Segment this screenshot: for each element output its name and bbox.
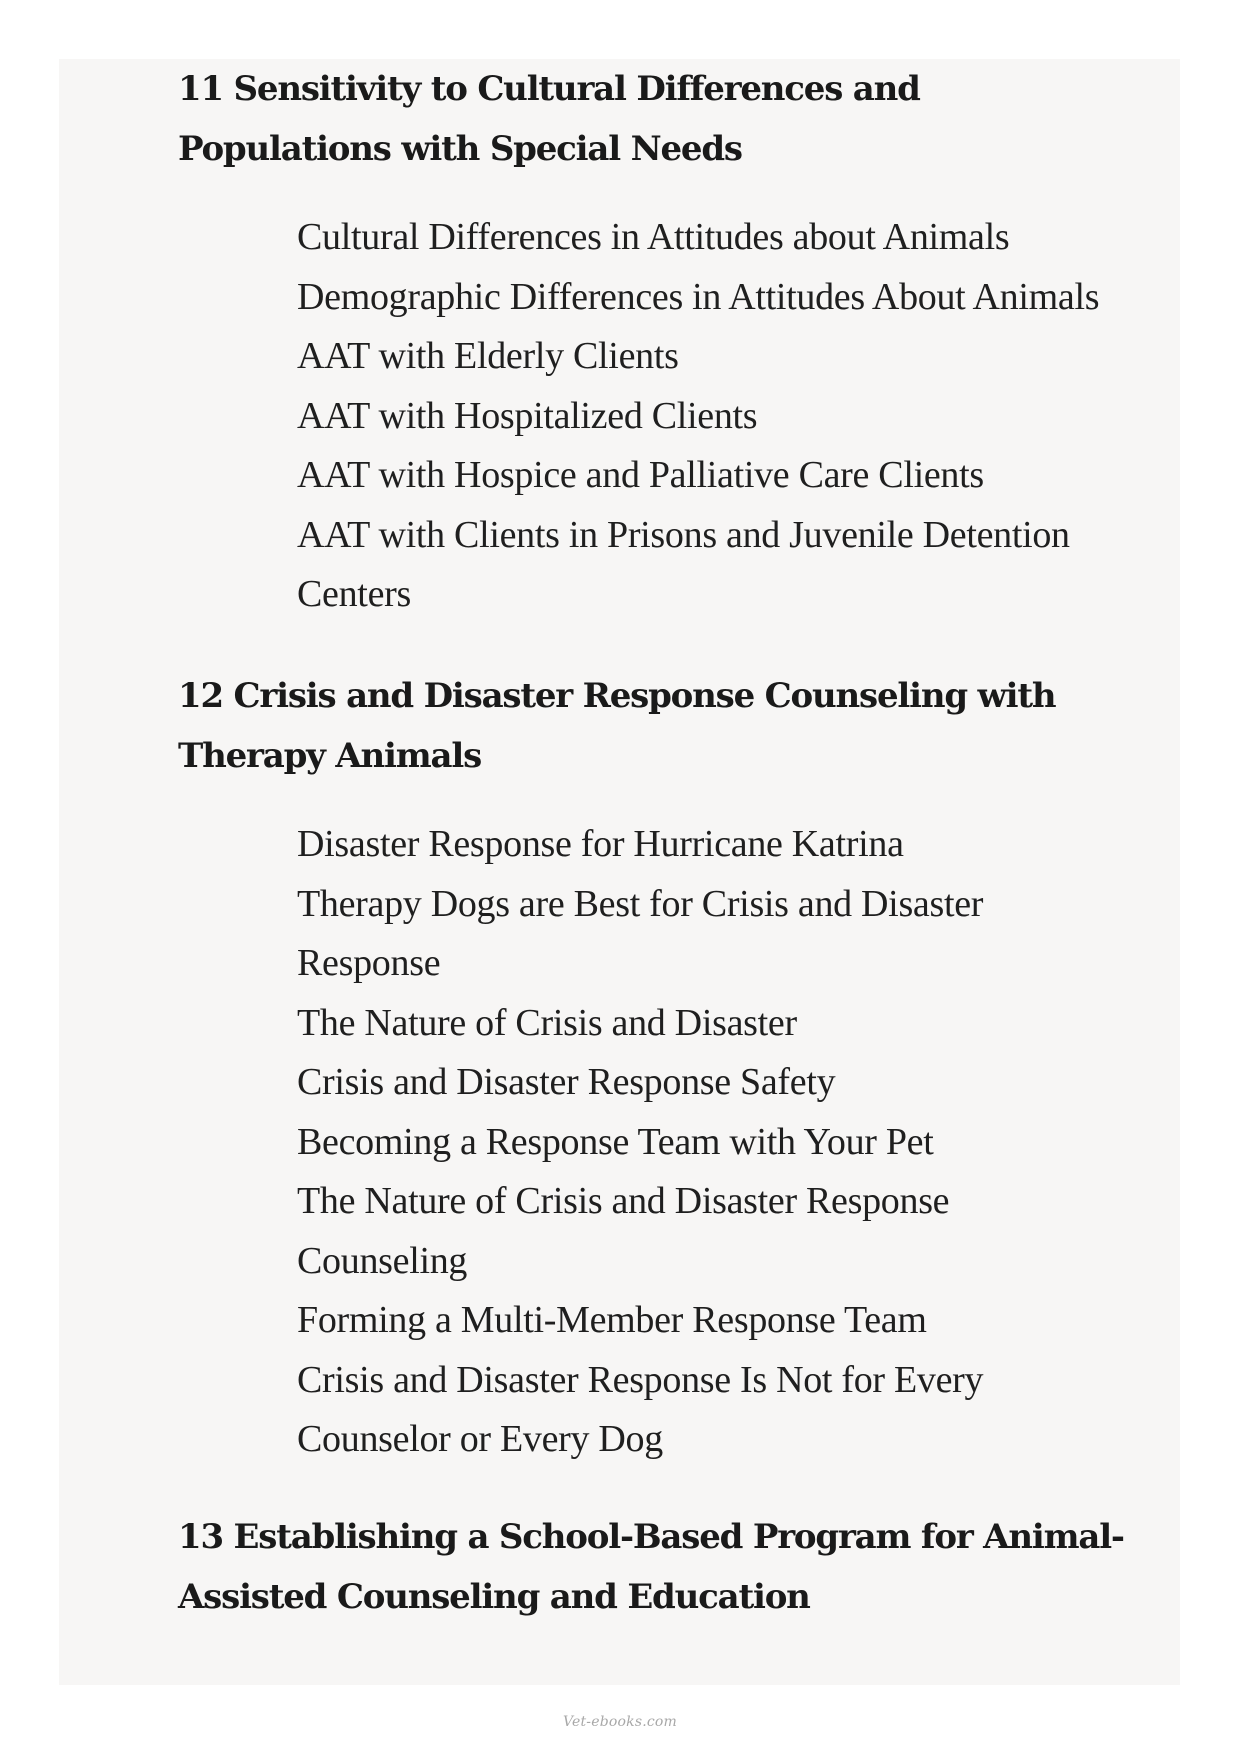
- topic-item: Crisis and Disaster Response Is Not for Every: [297, 1358, 984, 1401]
- topic-item: Cultural Differences in Attitudes about Animals: [297, 216, 1010, 258]
- topic-item: AAT with Clients in Prisons and Juvenile Detention: [297, 513, 1070, 556]
- topic-item: Counseling: [297, 1239, 468, 1282]
- chapter-heading-line: Therapy Animals: [178, 736, 482, 776]
- topic-item: Becoming a Response Team with Your Pet: [297, 1120, 934, 1163]
- topic-item: AAT with Hospice and Palliative Care Clients: [297, 454, 984, 496]
- topic-item: Response: [297, 942, 441, 984]
- chapter-heading-line: 12 Crisis and Disaster Response Counseling with: [178, 676, 1056, 716]
- topic-item: Counselor or Every Dog: [297, 1418, 663, 1460]
- chapter-heading-line: 13 Establishing a School-Based Program for Animal-: [178, 1517, 1124, 1557]
- topic-item: The Nature of Crisis and Disaster Response: [297, 1180, 950, 1222]
- topic-item: AAT with Hospitalized Clients: [297, 394, 758, 437]
- topic-item: Forming a Multi-Member Response Team: [297, 1299, 927, 1341]
- topic-item: Therapy Dogs are Best for Crisis and Disaster: [297, 882, 984, 925]
- chapter-heading: [178, 666, 1178, 786]
- topic-item: Crisis and Disaster Response Safety: [297, 1061, 836, 1103]
- chapter-11: [178, 59, 1178, 625]
- chapter-heading-line: 11 Sensitivity to Cultural Differences and: [178, 69, 920, 109]
- chapter-13: [178, 1507, 1178, 1627]
- chapter-heading: [178, 1507, 1178, 1627]
- topic-item: Disaster Response for Hurricane Katrina: [297, 823, 904, 865]
- chapter-heading-line: Assisted Counseling and Education: [178, 1577, 810, 1617]
- watermark: Vet-ebooks.com: [562, 1714, 678, 1730]
- topic-item: AAT with Elderly Clients: [297, 335, 679, 377]
- chapter-heading-line: Populations with Special Needs: [178, 129, 742, 169]
- chapter-12: [178, 666, 1178, 1470]
- topic-item: The Nature of Crisis and Disaster: [297, 1001, 797, 1044]
- page-panel: [59, 59, 1180, 1685]
- topic-list: [297, 208, 1187, 625]
- topic-list: [297, 815, 1187, 1470]
- topic-item: Demographic Differences in Attitudes About Animals: [297, 275, 1100, 318]
- chapter-heading: [178, 59, 1178, 179]
- topic-item: Centers: [297, 573, 411, 615]
